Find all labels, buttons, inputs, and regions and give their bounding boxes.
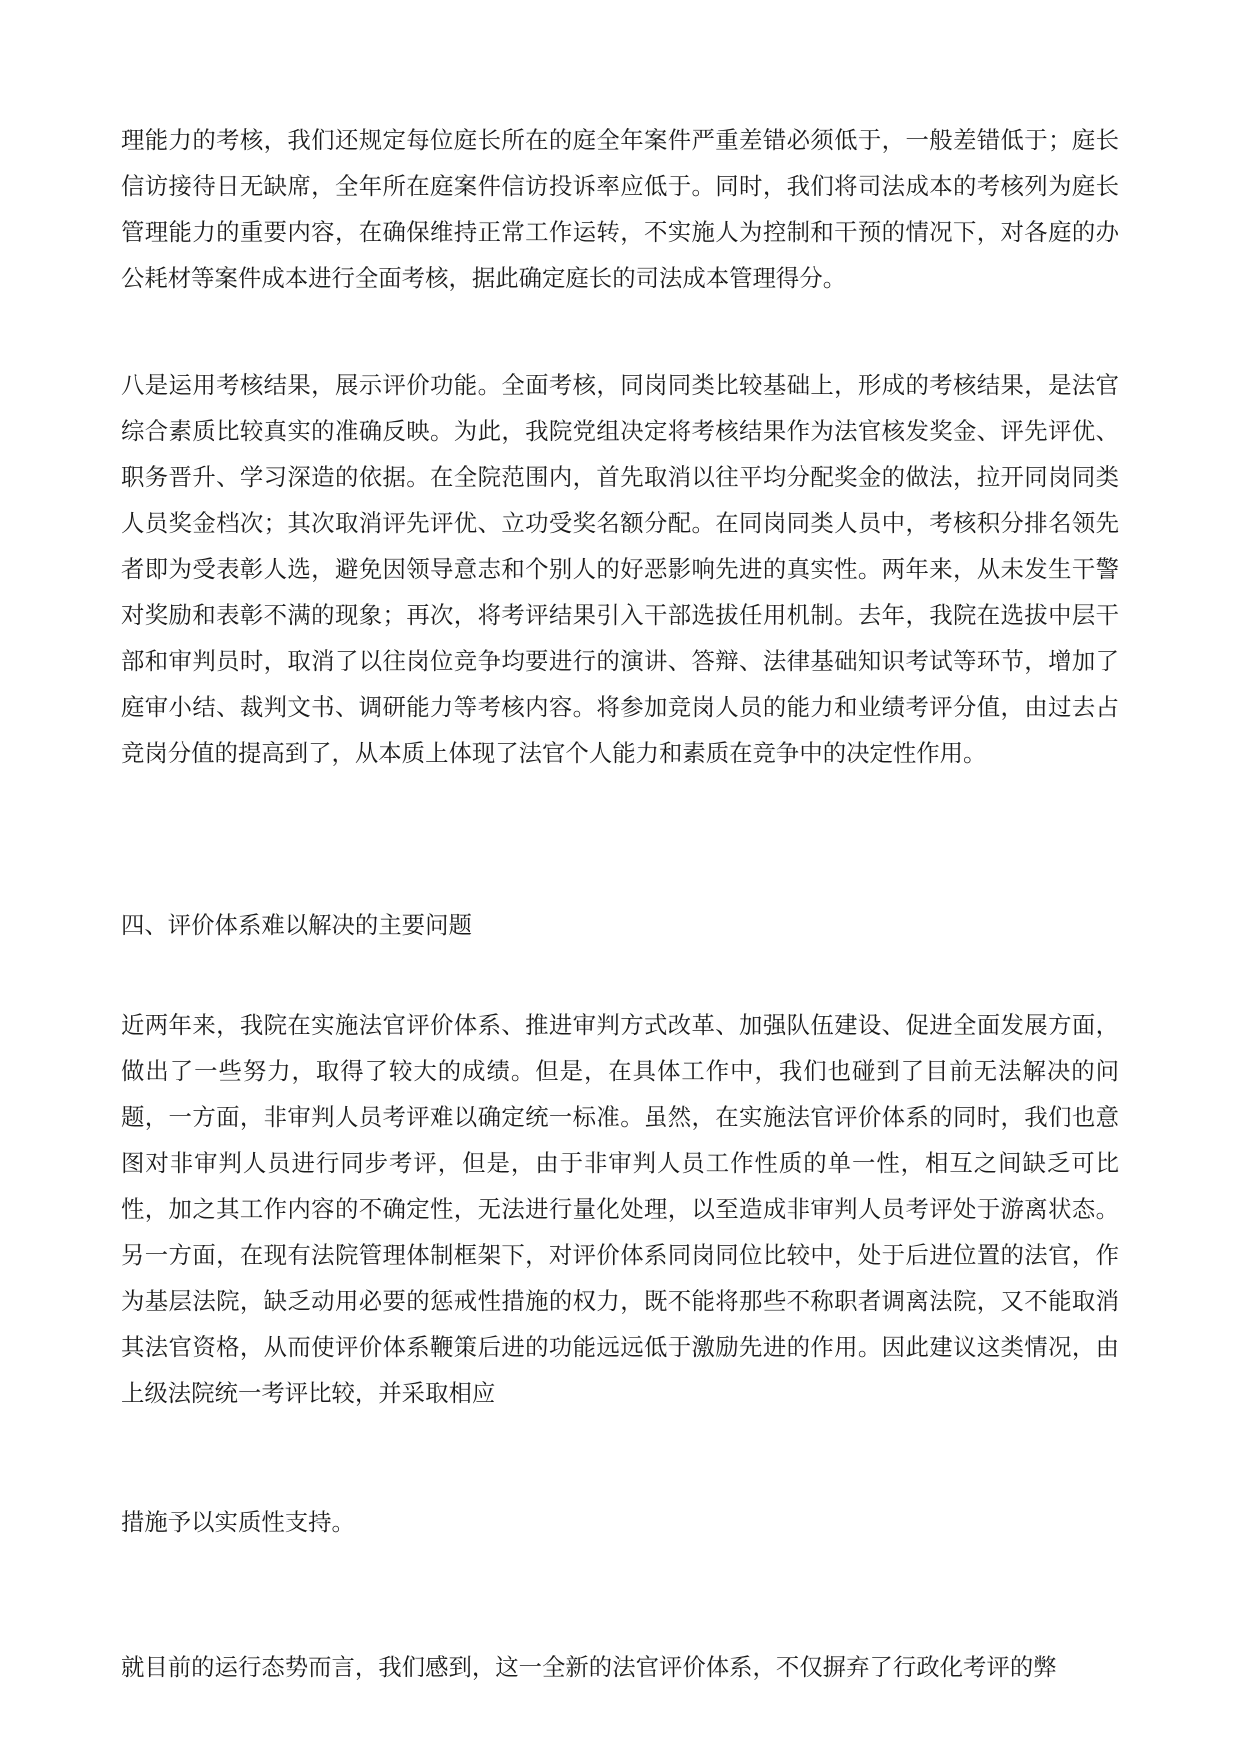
paragraph-continuation: 措施予以实质性支持。 — [121, 1508, 355, 1536]
section-heading: 四、评价体系难以解决的主要问题 — [121, 911, 472, 939]
paragraph-main-problems: 近两年来，我院在实施法官评价体系、推进审判方式改革、加强队伍建设、促进全面发展方面，做出了一些努力，取得了较大的成绩。但是，在具体工作中，我们也碰到了目前无法解决的问题，一方面，非审判人员考评难以确定统一标准。虽然，在实施法官评价体系的同时，我们也意图对非审判人员进行同步考评，但是，由于非审判人员工作性质的单一性，相互之间缺乏可比性，加之其工作内容的不确定性，无法进行量化处理，以至造成非审判人员考评处于游离状态。另一方面，在现有法院管理体制框架下，对评价体系同岗同位比较中，处于后进位置的法官，作为基层法院，缺乏动用必要的惩戒性措施的权力，既不能将那些不称职者调离法院，又不能取消其法官资格，从而使评价体系鞭策后进的功能远远低于激励先进的作用。因此建议这类情况，由上级法院统一考评比较，并采取相应 — [121, 1011, 1119, 1407]
paragraph-applying-assessment-results: 八是运用考核结果，展示评价功能。全面考核，同岗同类比较基础上，形成的考核结果，是法官综合素质比较真实的准确反映。为此，我院党组决定将考核结果作为法官核发奖金、评先评优、职务晋升、学习深造的依据。在全院范围内，首先取消以往平均分配奖金的做法，拉开同岗同类人员奖金档次；其次取消评先评优、立功受奖名额分配。在同岗同类人员中，考核积分排名领先者即为受表彰人选，避免因领导意志和个别人的好恶影响先进的真实性。两年来，从未发生干警对奖励和表彰不满的现象；再次，将考评结果引入干部选拔任用机制。去年，我院在选拔中层干部和审判员时，取消了以往岗位竞争均要进行的演讲、答辩、法律基础知识考试等环节，增加了庭审小结、裁判文书、调研能力等考核内容。将参加竞岗人员的能力和业绩考评分值，由过去占竞岗分值的提高到了，从本质上体现了法官个人能力和素质在竞争中的决定性作用。 — [121, 371, 1119, 767]
paragraph-current-situation: 就目前的运行态势而言，我们感到，这一全新的法官评价体系，不仅摒弃了行政化考评的弊 — [121, 1653, 1057, 1681]
paragraph-judge-management-assessment: 理能力的考核，我们还规定每位庭长所在的庭全年案件严重差错必须低于，一般差错低于；庭长信访接待日无缺席，全年所在庭案件信访投诉率应低于。同时，我们将司法成本的考核列为庭长管理能力的重要内容，在确保维持正常工作运转，不实施人为控制和干预的情况下，对各庭的办公耗材等案件成本进行全面考核，据此确定庭长的司法成本管理得分。 — [121, 126, 1119, 292]
